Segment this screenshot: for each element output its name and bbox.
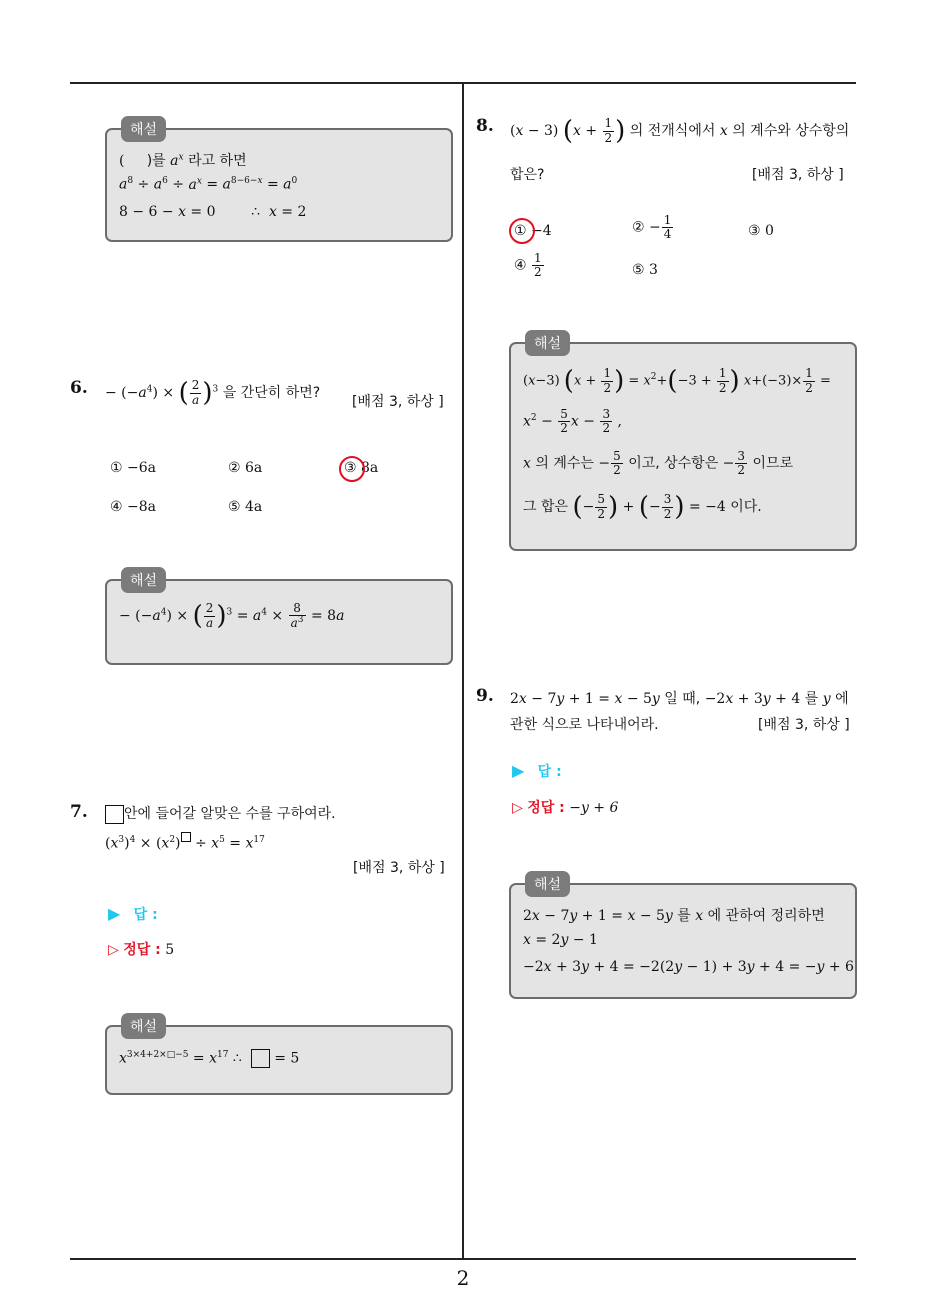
q6-choice-2[interactable]: ② 6a bbox=[228, 460, 263, 476]
q6-explanation-label: 해설 bbox=[121, 567, 166, 593]
q8-explanation-label: 해설 bbox=[525, 330, 570, 356]
q5-expl-line2: $a^8 \div a^6 \div a^x = a^{8-6-x} = a^0$ bbox=[119, 176, 298, 193]
page-number: 2 bbox=[456, 1266, 470, 1290]
q9-explanation-box bbox=[509, 877, 857, 999]
q7-equation: $(x^3)^4 \times (x^2) \div x^5 = x^{17}$ bbox=[105, 832, 265, 852]
q9-expl-line2: x = 2y − 1 bbox=[523, 932, 598, 948]
q6-choice-3[interactable]: ③ 8a bbox=[344, 460, 379, 476]
q9-expl-line1: 2x − 7y + 1 = x − 5y 를 x 에 관하여 정리하면 bbox=[523, 908, 825, 924]
q9-question: 2x − 7y + 1 = x − 5y 일 때, −2x + 3y + 4 를 y 에 bbox=[510, 691, 849, 707]
q7-explanation-box bbox=[105, 1019, 453, 1095]
q7-number: 7. bbox=[70, 802, 88, 822]
q8-question: (x − 3) (x + $\frac{1}{2}$ ) 의 전개식에서 x 의 계수와 상수항의 bbox=[510, 116, 850, 146]
q9-score: [배점 3, 하상 ] bbox=[758, 717, 850, 733]
q8-choice-2[interactable]: ② − $\frac{1}{4}$ bbox=[632, 213, 672, 242]
outline-arrow-icon: ▷ bbox=[512, 800, 523, 816]
q8-expl-line2: $x^2$ − $\frac{5}{2}$ x − $\frac{3}{2}$ , bbox=[523, 407, 623, 436]
q9-explanation-label: 해설 bbox=[525, 871, 570, 897]
q8-score: [배점 3, 하상 ] bbox=[752, 167, 844, 183]
q6-question: − $(-a^4)$ × ( $\frac{2}{a}$ )$^3$ 을 간단히 하면? bbox=[105, 378, 321, 408]
q8-choice-3[interactable]: ③ 0 bbox=[748, 223, 774, 239]
q6-choice-1[interactable]: ① −6a bbox=[110, 460, 156, 476]
q8-choice-1[interactable]: ① −4 bbox=[514, 223, 552, 239]
blank-box-icon bbox=[105, 805, 124, 824]
q8-expl-line4: 그 합은 (− $\frac{5}{2}$ ) + (− $\frac{3}{2}$ ) = −4 이다. bbox=[523, 492, 762, 522]
q7-expl-line1: $x^{3\times 4+2\times□-5} = x^{17}$ ∴ = 5 bbox=[119, 1049, 300, 1067]
blank-box-icon bbox=[251, 1049, 270, 1068]
play-arrow-icon: ▶ bbox=[512, 761, 525, 780]
q8-expl-line3: x 의 계수는 − $\frac{5}{2}$ 이고, 상수항은 − $\frac{3}{2}$ 이므로 bbox=[523, 449, 794, 478]
q8-selected-mark bbox=[509, 218, 535, 244]
q7-score: [배점 3, 하상 ] bbox=[353, 860, 445, 876]
q6-choice-4[interactable]: ④ −8a bbox=[110, 499, 156, 515]
q8-question-line2: 합은? bbox=[510, 167, 545, 183]
q7-answer-row: ▶ 답 : bbox=[108, 904, 158, 923]
q8-expl-line1: (x−3) (x + $\frac{1}{2}$ ) = $x^2+(-3$ + $\frac{1}{2}$ ) x+(−3)× $\frac{1}{2}$ = bbox=[523, 366, 831, 396]
q7-question: 안에 들어갈 알맞은 수를 구하여라. bbox=[105, 803, 336, 824]
q8-number: 8. bbox=[476, 116, 494, 136]
q5-explanation-box bbox=[105, 122, 453, 242]
q9-answer-row: ▶ 답 : bbox=[512, 761, 562, 780]
q7-explanation-label: 해설 bbox=[121, 1013, 166, 1039]
q5-expl-line3: 8 − 6 − x = 0 ∴ x = 2 bbox=[119, 204, 307, 220]
q8-explanation-box bbox=[509, 336, 857, 551]
q5-expl-line1: ( )를 $a^x$ 라고 하면 bbox=[119, 152, 247, 169]
q6-choice-5[interactable]: ⑤ 4a bbox=[228, 499, 263, 515]
q6-selected-mark bbox=[339, 456, 365, 482]
play-arrow-icon: ▶ bbox=[108, 904, 121, 923]
q8-choice-4[interactable]: ④ $\frac{1}{2}$ bbox=[514, 251, 542, 280]
q5-explanation-label: 해설 bbox=[121, 116, 166, 142]
q6-explanation-box bbox=[105, 573, 453, 665]
column-divider bbox=[462, 84, 464, 1259]
q8-choice-5[interactable]: ⑤ 3 bbox=[632, 262, 658, 278]
outline-arrow-icon: ▷ bbox=[108, 942, 119, 958]
q6-expl-line1: − $(-a^4)$ × ( $\frac{2}{a}$ )$^3 = a^4$ × $\frac{8}{a^3}$ = 8a bbox=[119, 600, 345, 631]
q6-score: [배점 3, 하상 ] bbox=[352, 394, 444, 410]
q9-correct-row: ▷ 정답 : −y + 6 bbox=[512, 800, 619, 816]
q9-expl-line3: −2x + 3y + 4 = −2(2y − 1) + 3y + 4 = −y + 6 bbox=[523, 959, 854, 975]
q9-number: 9. bbox=[476, 686, 494, 706]
q9-question-line2: 관한 식으로 나타내어라. bbox=[510, 717, 659, 733]
q6-number: 6. bbox=[70, 378, 88, 398]
q7-correct-row: ▷ 정답 : 5 bbox=[108, 942, 175, 958]
